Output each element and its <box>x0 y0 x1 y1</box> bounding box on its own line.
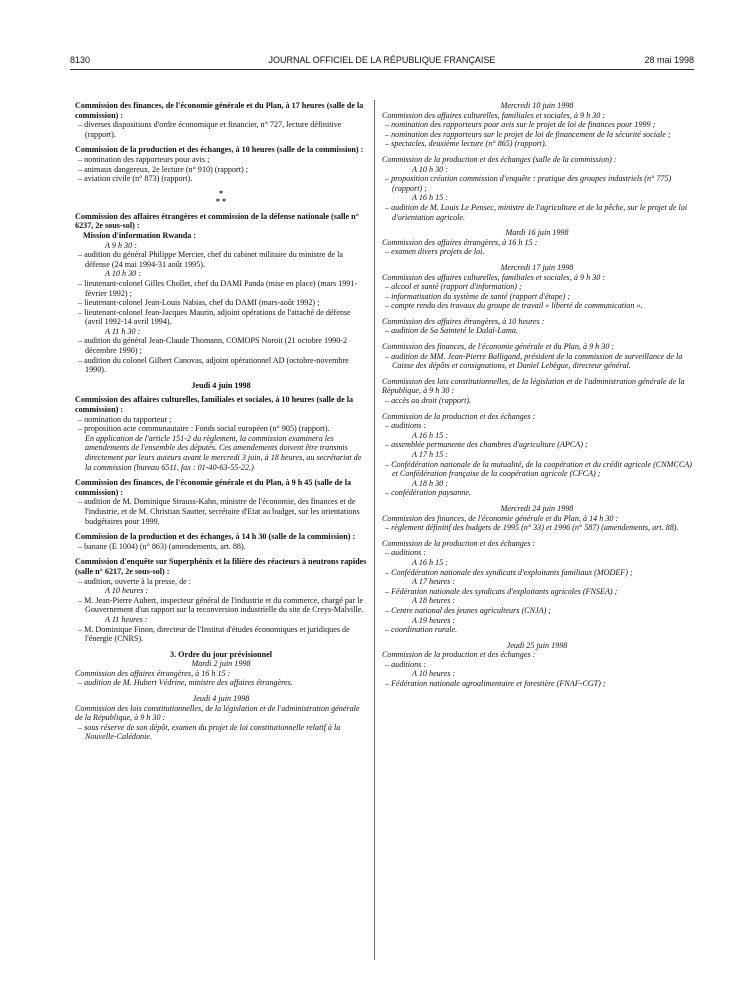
agenda-item: – nomination des rapporteurs pour avis ; <box>75 155 367 165</box>
agenda-item: – audition de M. Louis Le Pensec, ministre de l'agriculture et de la pêche, sur le projet de loi d'orientation agricole. <box>382 203 692 222</box>
journal-title: JOURNAL OFFICIEL DE LA RÉPUBLIQUE FRANÇAISE <box>268 55 496 65</box>
agenda-item: – diverses dispositions d'ordre économique et financier, n° 727, lecture définitive (rapport). <box>75 120 367 139</box>
time-label: A 11 heures : <box>105 614 148 624</box>
time-label: A 10 heures : <box>412 669 456 679</box>
separator-star: * <box>218 188 224 198</box>
committee-heading: Commission des affaires étrangères, à 16 h 15 : <box>382 237 538 247</box>
agenda-item: – règlement définitif des budgets de 1995 (n° 33) et 1996 (n° 587) (amendements, art. 88). <box>382 523 692 533</box>
committee-heading: Commission de la production et des échanges (salle de la commission) : <box>382 154 617 164</box>
committee-heading: Commission des finances, de l'économie générale et du Plan, à 9 h 45 (salle de la commission) : <box>75 478 352 497</box>
separator-stars: * * <box>215 196 227 206</box>
agenda-block <box>382 650 692 688</box>
agenda-item: – banane (E 1004) (n° 863) (amendements, art. 88). <box>75 542 367 552</box>
agenda-item: – audition de Sa Sainteté le Dalaï-Lama. <box>382 326 692 336</box>
agenda-item: – compte rendu des travaux du groupe de travail « liberté de communication ». <box>382 301 692 311</box>
day-heading: Mardi 16 juin 1998 <box>505 228 569 238</box>
agenda-item: – auditions : <box>382 548 692 558</box>
time-label: A 10 h 30 : <box>412 164 448 174</box>
agenda-block <box>75 478 367 526</box>
agenda-item: – Confédération nationale des syndicats d'exploitants familiaux (MODEF) ; <box>382 568 692 578</box>
header-rule <box>70 69 694 70</box>
agenda-block <box>382 539 692 635</box>
time-label: A 16 h 15 : <box>412 193 448 203</box>
committee-heading: Commission de la production et des échanges : <box>382 411 536 421</box>
agenda-item: – audition du général Jean-Claude Thomann, COMOPS Noroit (21 octobre 1990-2 décembre 1990) ; <box>75 336 367 355</box>
agenda-item: – Fédération nationale des syndicats d'exploitants agricoles (FNSEA) ; <box>382 587 692 597</box>
time-label: A 18 heures : <box>412 596 456 606</box>
committee-heading: Commission des finances, de l'économie générale et du Plan, à 14 h 30 : <box>382 513 619 523</box>
agenda-block <box>75 532 367 551</box>
right-column <box>382 101 692 689</box>
time-label: A 17 heures : <box>412 577 456 587</box>
agenda-block <box>382 238 692 257</box>
agenda-item: – examen divers projets de loi. <box>382 247 692 257</box>
agenda-block <box>382 377 692 406</box>
time-label: A 19 heures : <box>412 615 456 625</box>
agenda-item: – M. Dominique Finon, directeur de l'Institut d'études économiques et juridiques de l'énergie (CNRS). <box>75 625 367 644</box>
agenda-item: – Confédération nationale de la mutualité, de la coopération et du crédit agricole (CNMCCA) et Confédération française de la coopération agricole (CFCA) ; <box>382 460 692 479</box>
agenda-item: – lieutenant-colonel Jean-Louis Nabias, chef du DAMI (mars-août 1992) ; <box>75 298 367 308</box>
time-label: A 10 heures : <box>105 586 149 596</box>
agenda-block <box>75 212 367 375</box>
agenda-item: – audition de MM. Jean-Pierre Balligand, président de la commission de surveillance de la Caisse des dépôts et consignations, et Daniel Lebègue, directeur général. <box>382 352 692 371</box>
agenda-block <box>382 412 692 498</box>
agenda-block <box>382 155 692 222</box>
committee-heading: Commission des affaires culturelles, familiales et sociales, à 10 heures (salle de la commission) : <box>75 395 354 415</box>
committee-heading: Commission des lois constitutionnelles, de la législation et de l'administration générale de la République, à 9 h 30 : <box>75 703 360 723</box>
day-heading: Mercredi 10 juin 1998 <box>500 101 574 110</box>
time-label: A 10 h 30 : <box>105 269 141 279</box>
committee-heading: Commission des lois constitutionnelles, de la législation et de l'administration générale de la République, à 9 h 30 : <box>382 376 685 396</box>
agenda-item: – nomination du rapporteur ; <box>75 415 367 425</box>
agenda-block <box>382 342 692 371</box>
section-title: 3. Ordre du jour prévisionnel <box>170 649 272 659</box>
agenda-item: – audition du colonel Gilbert Canovas, adjoint opérationnel AD (octobre-novembre 1990). <box>75 356 367 375</box>
time-label: A 18 h 30 : <box>412 478 448 488</box>
agenda-item: – assemblée permanente des chambres d'agriculture (APCA) ; <box>382 440 692 450</box>
agenda-block <box>382 317 692 336</box>
agenda-block <box>75 669 367 688</box>
committee-heading: Commission des affaires étrangères, à 10 heures : <box>382 316 545 326</box>
committee-heading: Commission des finances, de l'économie générale et du Plan, à 9 h 30 : <box>382 342 615 352</box>
committee-heading: Commission de la production et des échanges, à 10 heures (salle de la commission) : <box>75 145 364 155</box>
day-heading: Mercredi 17 juin 1998 <box>500 262 574 272</box>
time-label: A 11 h 30 : <box>105 326 141 336</box>
agenda-item: – aviation civile (n° 873) (rapport). <box>75 174 367 184</box>
agenda-block <box>75 557 367 643</box>
agenda-item: – lieutenant-colonel Gilles Chollet, chef du DAMI Panda (mise en place) (mars 1991-février 1992) ; <box>75 279 367 298</box>
day-heading: Jeudi 4 juin 1998 <box>192 694 250 704</box>
agenda-item: – audition, ouverte à la presse, de : <box>75 577 367 587</box>
agenda-item: – audition de M. Hubert Védrine, ministre des affaires étrangères. <box>75 678 367 688</box>
committee-heading: Commission d'enquête sur Superphénix et la filière des réacteurs à neutrons rapides (salle n° 6217, 2e sous-sol) : <box>75 557 367 576</box>
column-divider <box>374 100 375 960</box>
committee-heading: Commission des finances, de l'économie générale et du Plan, à 17 heures (salle de la commission) : <box>75 101 364 120</box>
day-heading: Mardi 2 juin 1998 <box>191 659 251 669</box>
day-heading: Mercredi 24 juin 1998 <box>500 503 574 513</box>
committee-heading: Commission de la production et des échanges : <box>382 538 536 548</box>
agenda-item: – Fédération nationale agroalimentaire et forestière (FNAF-CGT) ; <box>382 679 692 689</box>
agenda-item: – auditions : <box>382 660 692 670</box>
left-column <box>75 101 367 742</box>
agenda-item: – proposition création commission d'enquête : pratique des groupes industriels (n° 775) (rapport) ; <box>382 174 692 193</box>
agenda-item: – coordination rurale. <box>382 625 692 635</box>
agenda-item: – alcool et santé (rapport d'information) ; <box>382 282 692 292</box>
agenda-block <box>75 101 367 139</box>
agenda-block <box>382 273 692 311</box>
agenda-block <box>75 145 367 183</box>
committee-heading: Commission des affaires étrangères et commission de la défense nationale (salle n° 6237, 2e sous-sol) : <box>75 211 359 231</box>
agenda-item: – audition du général Philippe Mercier, chef du cabinet militaire du ministre de la défense (24 mai 1994-31 août 1995). <box>75 250 367 269</box>
agenda-item: – proposition acte communautaire : Fonds social européen (n° 905) (rapport). <box>75 424 367 434</box>
day-heading: Jeudi 25 juin 1998 <box>506 640 568 650</box>
committee-heading: Commission de la production et des échanges, à 14 h 30 (salle de la commission) : <box>75 532 356 542</box>
day-heading: Jeudi 4 juin 1998 <box>191 380 251 390</box>
time-label: A 16 h 15 : <box>412 430 448 440</box>
agenda-item: – audition de M. Dominique Strauss-Kahn, ministre de l'économie, des finances et de l'industrie, et de M. Christian Sautter, secrétaire d'Etat au budget, sur les orientations budgétaires pour 1999. <box>75 497 367 526</box>
agenda-block <box>75 395 367 472</box>
agenda-item: – nomination des rapporteurs sur le projet de loi de financement de la sécurité sociale ; <box>382 130 692 140</box>
agenda-item: – auditions : <box>382 421 692 431</box>
committee-heading: Commission des affaires culturelles, familiales et sociales, à 9 h 30 : <box>382 272 606 282</box>
agenda-item: – M. Jean-Pierre Aubert, inspecteur général de l'industrie et du commerce, chargé par le Gouvernement d'un rapport sur la reconversion industrielle du site de Creys-Malville. <box>75 596 367 615</box>
agenda-item: – confédération paysanne. <box>382 488 692 498</box>
agenda-block <box>75 704 367 742</box>
agenda-item: – animaux dangereux, 2e lecture (n° 910) (rapport) ; <box>75 165 367 175</box>
mission-heading: Mission d'information Rwanda : <box>83 230 197 240</box>
procedure-note: En application de l'article 151-2 du règlement, la commission examinera les amendements de l'ensemble des députés. Ces amendements doivent être transmis directement par leurs auteurs avant le mercredi 3 juin, à 18 heures, au secrétariat de la commission (bureau 6511, fax : 01-40-63-55-22.) <box>85 433 362 472</box>
time-label: A 16 h 15 : <box>412 557 448 567</box>
committee-heading: Commission de la production et des échanges : <box>382 650 536 660</box>
committee-heading: Commission des affaires culturelles, familiales et sociales, à 9 h 30 : <box>382 110 606 120</box>
committee-heading: Commission des affaires étrangères, à 16 h 15 : <box>75 668 231 678</box>
agenda-item: – nomination des rapporteurs pour avis sur le projet de loi de finances pour 1999 ; <box>382 120 692 130</box>
time-label: A 9 h 30 : <box>105 240 137 250</box>
page-number: 8130 <box>70 55 91 65</box>
agenda-item: – spectacles, deuxième lecture (n° 865) (rapport). <box>382 139 692 149</box>
page-header <box>70 55 694 69</box>
agenda-block <box>382 514 692 533</box>
agenda-item: – lieutenant-colonel Jean-Jacques Maurin, adjoint opérations de l'attaché de défense (avril 1992-14 avril 1994). <box>75 308 367 327</box>
agenda-item: – Centre national des jeunes agriculteurs (CNJA) ; <box>382 606 692 616</box>
issue-date: 28 mai 1998 <box>644 55 694 65</box>
agenda-block <box>382 111 692 149</box>
section-separator <box>75 190 367 206</box>
time-label: A 17 h 15 : <box>412 450 448 459</box>
agenda-item: – informatisation du système de santé (rapport d'étape) ; <box>382 292 692 302</box>
agenda-item: – sous réserve de son dépôt, examen du projet de loi constitutionnelle relatif à la Nouvelle-Calédonie. <box>75 723 367 742</box>
agenda-item: – accès au droit (rapport). <box>382 396 692 406</box>
